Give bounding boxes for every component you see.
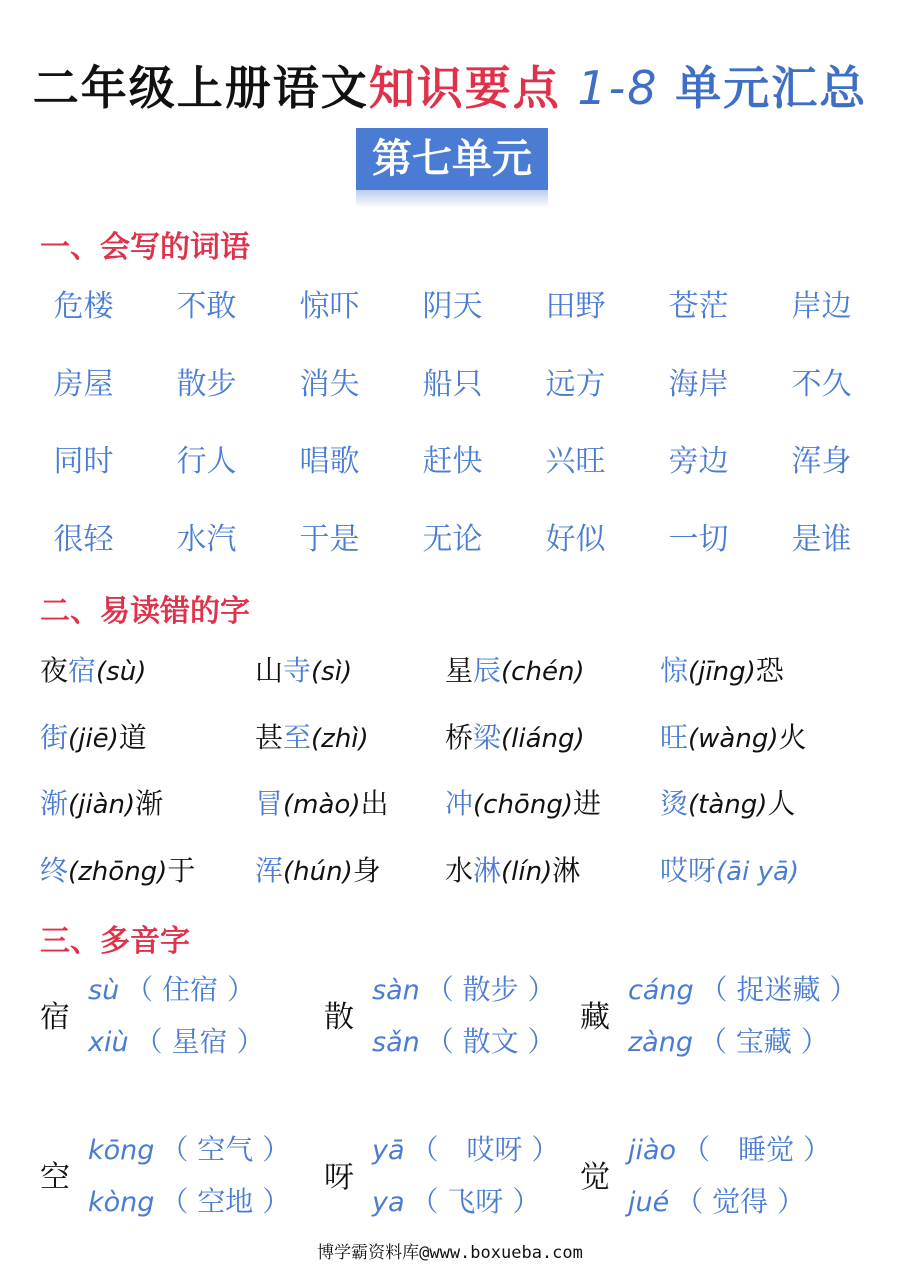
polyphone-reading: kòng （ 空地 ） <box>88 1185 291 1218</box>
word-item: 赶快 <box>422 444 483 479</box>
word-item: 一切 <box>668 521 729 557</box>
polyphone-group <box>40 1128 320 1238</box>
word-item: 阴天 <box>422 289 483 324</box>
polyphone-char: 藏 <box>580 1000 610 1035</box>
word-item: 旁边 <box>668 444 729 479</box>
word-item: 很轻 <box>53 521 114 557</box>
reading-item: 旺(wàng)火 <box>660 720 807 754</box>
polyphone-char: 散 <box>324 1000 354 1035</box>
word-item: 唱歌 <box>299 444 360 479</box>
word-item: 远方 <box>545 366 606 402</box>
polyphone-reading: cáng （ 捉迷藏 ） <box>628 973 858 1006</box>
footer-watermark: 博学霸资料库@www.boxueba.com <box>317 1243 583 1263</box>
word-item: 好似 <box>545 521 606 557</box>
page-title <box>0 52 900 118</box>
reading-item: 星辰(chén) <box>445 654 585 687</box>
polyphone-group <box>324 1128 604 1238</box>
reading-item: 哎呀(āi yā) <box>660 853 800 887</box>
polyphone-char: 呀 <box>324 1160 354 1195</box>
reading-item: 冒(mào)出 <box>255 787 389 820</box>
word-item: 危楼 <box>53 289 114 324</box>
unit-badge-shadow <box>356 190 548 208</box>
polyphone-reading: xiù （ 星宿 ） <box>88 1025 265 1058</box>
word-item: 不敢 <box>176 289 237 324</box>
section-title-misread: 二、易读错的字 <box>40 594 250 629</box>
reading-item: 烫(tàng)人 <box>660 787 796 820</box>
word-item: 船只 <box>422 366 483 402</box>
misread-grid <box>40 646 880 912</box>
title-part-black: 二年级上册语文 <box>32 61 369 115</box>
reading-item: 桥梁(liáng) <box>445 720 585 754</box>
polyphone-reading: ya （ 飞呀 ） <box>372 1185 541 1218</box>
word-item: 兴旺 <box>545 444 606 479</box>
reading-item: 街(jiē)道 <box>40 720 147 754</box>
unit-badge: 第七单元 <box>356 128 548 190</box>
polyphone-reading: jué （ 觉得 ） <box>628 1185 806 1218</box>
word-item: 是谁 <box>791 521 852 557</box>
word-item: 田野 <box>545 289 606 324</box>
polyphone-reading: sàn （ 散步 ） <box>372 973 556 1006</box>
reading-item: 终(zhōng)于 <box>40 853 196 887</box>
polyphone-reading: kōng （ 空气 ） <box>88 1133 291 1166</box>
reading-item: 浑(hún)身 <box>255 853 381 887</box>
reading-item: 山寺(sì) <box>255 654 353 687</box>
reading-item: 夜宿(sù) <box>40 654 147 687</box>
polyphone-group <box>40 968 320 1078</box>
polyphone-group <box>324 968 604 1078</box>
word-item: 同时 <box>53 444 114 479</box>
polyphone-char: 宿 <box>40 1000 70 1035</box>
word-item: 水汽 <box>176 521 237 557</box>
reading-item: 惊(jīng)恐 <box>660 654 784 687</box>
polyphone-char: 觉 <box>580 1160 610 1195</box>
word-item: 浑身 <box>791 444 852 479</box>
word-item: 散步 <box>176 366 237 402</box>
reading-item: 水淋(lín)淋 <box>445 853 581 887</box>
word-grid <box>22 282 882 592</box>
reading-item: 冲(chōng)进 <box>445 787 601 820</box>
section-title-polyphones: 三、多音字 <box>40 924 190 959</box>
polyphone-group <box>580 1128 860 1238</box>
word-item: 行人 <box>176 444 237 479</box>
polyphone-reading: yā （ 哎呀 ） <box>372 1133 560 1166</box>
word-item: 于是 <box>299 521 360 557</box>
word-item: 不久 <box>791 366 852 402</box>
word-item: 消失 <box>299 366 360 402</box>
polyphone-reading: sù （ 住宿 ） <box>88 973 255 1006</box>
word-item: 无论 <box>422 521 483 557</box>
word-item: 苍茫 <box>668 289 729 324</box>
title-part-num: 1-8 <box>560 61 676 115</box>
reading-item: 渐(jiàn)渐 <box>40 787 164 820</box>
reading-item: 甚至(zhì) <box>255 720 369 754</box>
title-part-blue: 单元汇总 <box>675 61 868 115</box>
polyphone-reading: zàng （ 宝藏 ） <box>628 1025 829 1058</box>
section-title-writing: 一、会写的词语 <box>40 230 250 265</box>
polyphone-char: 空 <box>40 1160 70 1195</box>
word-item: 海岸 <box>668 366 729 402</box>
title-part-red: 知识要点 <box>368 61 561 115</box>
word-item: 惊吓 <box>299 289 360 324</box>
word-item: 房屋 <box>53 366 114 402</box>
word-item: 岸边 <box>791 289 852 324</box>
polyphone-reading: sǎn （ 散文 ） <box>372 1025 556 1058</box>
polyphone-group <box>580 968 860 1078</box>
polyphone-reading: jiào （ 睡觉 ） <box>628 1133 831 1166</box>
